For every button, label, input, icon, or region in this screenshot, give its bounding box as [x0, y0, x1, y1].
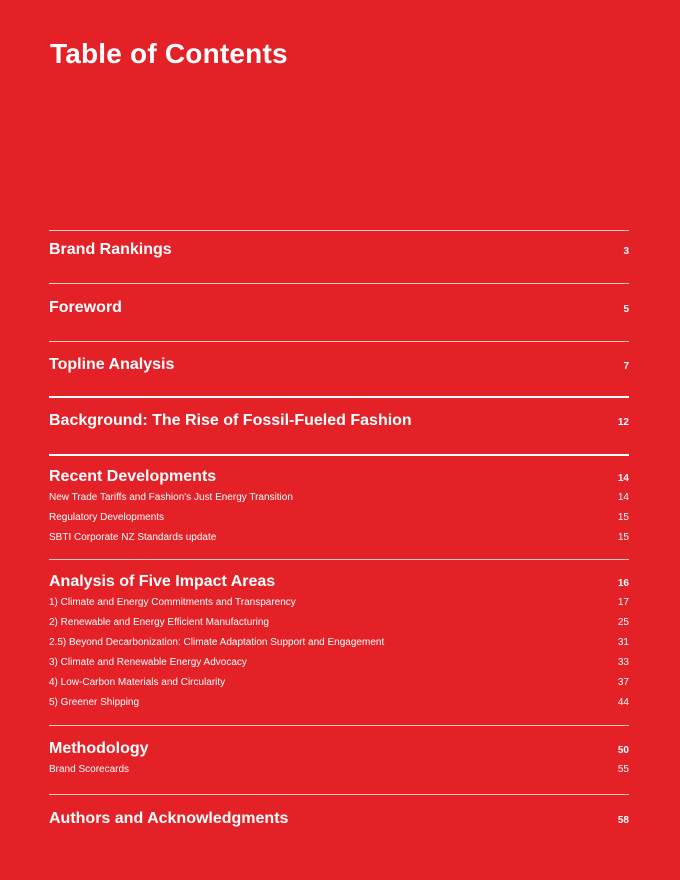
toc-page-number: 14 — [617, 492, 629, 503]
toc-section-brand-rankings[interactable] — [49, 241, 629, 259]
toc-subitem-title: Brand Scorecards — [49, 764, 130, 775]
toc-section-recent-developments[interactable] — [49, 468, 629, 486]
toc-section-title: Analysis of Five Impact Areas — [49, 573, 276, 590]
toc-subitem[interactable] — [49, 492, 629, 503]
toc-page-number: 15 — [617, 532, 629, 543]
toc-subitem-title: 2.5) Beyond Decarbonization: Climate Adaptation Support and Engagement — [49, 637, 385, 648]
toc-subitem-title: 5) Greener Shipping — [49, 697, 140, 708]
toc-subitem-title: 3) Climate and Renewable Energy Advocacy — [49, 657, 247, 668]
toc-page-number: 14 — [617, 473, 629, 484]
section-divider — [49, 230, 629, 231]
toc-section-title: Authors and Acknowledgments — [49, 810, 289, 827]
section-divider — [49, 283, 629, 284]
toc-page-number: 31 — [617, 637, 629, 648]
section-divider — [49, 725, 629, 726]
toc-section-title: Methodology — [49, 740, 149, 757]
toc-page-number: 50 — [617, 745, 629, 756]
toc-subitem-title: 1) Climate and Energy Commitments and Transparency — [49, 597, 296, 608]
toc-subitem[interactable] — [49, 657, 629, 668]
toc-section-authors[interactable] — [49, 810, 629, 828]
toc-section-title: Foreword — [49, 299, 122, 316]
toc-page-number: 15 — [617, 512, 629, 523]
section-divider — [49, 396, 629, 398]
toc-page-number: 25 — [617, 617, 629, 628]
toc-section-methodology[interactable] — [49, 740, 629, 758]
toc-subitem[interactable] — [49, 677, 629, 688]
section-divider — [49, 559, 629, 560]
toc-section-title: Topline Analysis — [49, 356, 175, 373]
toc-section-five-impact-areas[interactable] — [49, 573, 629, 591]
toc-subitem-title: 4) Low-Carbon Materials and Circularity — [49, 677, 226, 688]
toc-page-number: 33 — [617, 657, 629, 668]
toc-section-topline-analysis[interactable] — [49, 356, 629, 374]
toc-subitem[interactable] — [49, 697, 629, 708]
section-divider — [49, 341, 629, 342]
toc-subitem[interactable] — [49, 764, 629, 775]
toc-subitem[interactable] — [49, 637, 629, 648]
toc-subitem-title: 2) Renewable and Energy Efficient Manufacturing — [49, 617, 269, 628]
toc-subitem[interactable] — [49, 512, 629, 523]
toc-subitem-title: Regulatory Developments — [49, 512, 165, 523]
toc-subitem-title: SBTI Corporate NZ Standards update — [49, 532, 217, 543]
toc-subitem-title: New Trade Tariffs and Fashion's Just Energy Transition — [49, 492, 293, 503]
toc-subitem[interactable] — [49, 617, 629, 628]
toc-page-number: 16 — [617, 578, 629, 589]
toc-section-foreword[interactable] — [49, 299, 629, 317]
toc-subitem[interactable] — [49, 597, 629, 608]
toc-section-title: Recent Developments — [49, 468, 217, 485]
toc-page-number: 44 — [617, 697, 629, 708]
toc-page-number: 55 — [617, 764, 629, 775]
section-divider — [49, 454, 629, 456]
toc-page-number: 17 — [617, 597, 629, 608]
toc-section-background[interactable] — [49, 412, 629, 430]
toc-page-number: 58 — [617, 815, 629, 826]
toc-page-number: 5 — [623, 304, 629, 315]
toc-page-number: 12 — [617, 417, 629, 428]
toc-section-title: Brand Rankings — [49, 241, 172, 258]
toc-section-title: Background: The Rise of Fossil-Fueled Fashion — [49, 412, 412, 429]
toc-page-number: 7 — [623, 361, 629, 372]
page-title: Table of Contents — [50, 38, 288, 69]
toc-subitem[interactable] — [49, 532, 629, 543]
toc-page-number: 3 — [623, 246, 629, 257]
section-divider — [49, 794, 629, 795]
toc-page-number: 37 — [617, 677, 629, 688]
